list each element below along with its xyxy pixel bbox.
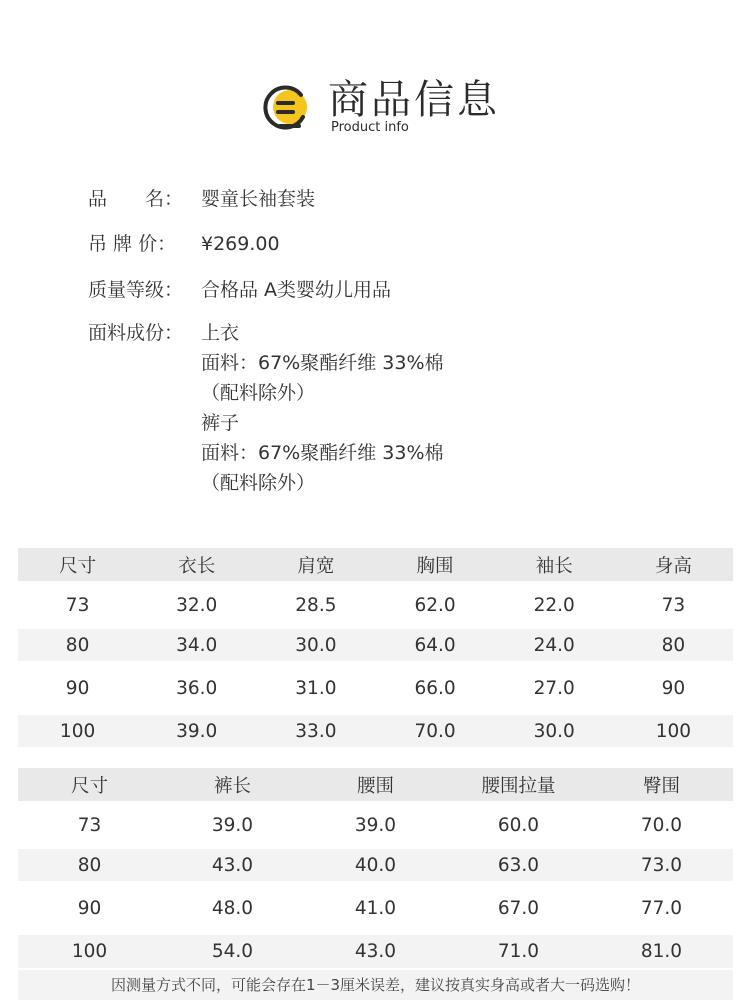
page-subtitle: Product info	[331, 120, 409, 135]
table-cell: 67.0	[497, 897, 540, 919]
table-cell: 34.0	[137, 629, 256, 661]
table-cell: 73	[77, 814, 102, 836]
table-cell: 27.0	[533, 677, 575, 699]
table-cell: 60.0	[497, 814, 540, 836]
table-cell: 70.0	[375, 715, 494, 747]
table-row	[18, 629, 733, 661]
list-bubble-icon	[263, 84, 313, 134]
table-cell: 81.0	[590, 935, 733, 968]
table-cell: 36.0	[176, 677, 218, 699]
table-header-cell: 腰围	[304, 768, 447, 801]
table-header-cell: 袖长	[495, 548, 614, 581]
page-title: 商品信息	[328, 77, 500, 123]
table-cell: 62.0	[414, 594, 456, 616]
table-row	[18, 935, 733, 968]
table-cell: 100	[18, 715, 137, 747]
table-header-cell: 尺寸	[18, 768, 161, 801]
fabric-line: 面料：67%聚酯纤维 33%棉	[201, 442, 444, 464]
fabric-line: 面料：67%聚酯纤维 33%棉	[201, 352, 444, 374]
table-row	[18, 581, 733, 629]
table-cell: 39.0	[137, 715, 256, 747]
table-cell: 70.0	[640, 814, 683, 836]
table-cell: 33.0	[256, 715, 375, 747]
table-cell: 80	[18, 629, 137, 661]
table-cell: 66.0	[414, 677, 456, 699]
table-header-cell: 臀围	[590, 768, 733, 801]
info-value: ¥269.00	[201, 233, 280, 255]
table-header-cell: 腰围拉量	[447, 768, 590, 801]
fabric-line: （配料除外）	[201, 472, 316, 494]
table-cell: 71.0	[447, 935, 590, 968]
fabric-line: （配料除外）	[201, 382, 316, 404]
fabric-line: 裤子	[201, 412, 240, 434]
table-row	[18, 715, 733, 747]
table-cell: 73	[661, 594, 686, 616]
table-row	[18, 801, 733, 849]
table-cell: 39.0	[211, 814, 254, 836]
table-header-cell: 胸围	[375, 548, 494, 581]
table-cell: 40.0	[304, 849, 447, 881]
info-label: 质量等级：	[88, 279, 184, 301]
table-cell: 39.0	[354, 814, 397, 836]
table-cell: 90	[77, 897, 102, 919]
table-cell: 43.0	[304, 935, 447, 968]
measurement-note: 因测量方式不同，可能会存在1－3厘米误差，建议按真实身高或者大一码选购！	[18, 970, 733, 1000]
table-cell: 30.0	[256, 629, 375, 661]
table-header-cell: 尺寸	[18, 548, 137, 581]
info-label: 品 名：	[88, 188, 184, 210]
table-cell: 43.0	[161, 849, 304, 881]
table-cell: 30.0	[495, 715, 614, 747]
table-cell: 32.0	[176, 594, 218, 616]
info-label: 面料成份：	[88, 322, 184, 344]
table-cell: 22.0	[533, 594, 575, 616]
fabric-line: 上衣	[201, 322, 240, 344]
table-cell: 64.0	[375, 629, 494, 661]
table-row	[18, 881, 733, 935]
table-cell: 41.0	[354, 897, 397, 919]
table-cell: 80	[18, 849, 161, 881]
table-cell: 80	[614, 629, 733, 661]
table-cell: 100	[18, 935, 161, 968]
table-cell: 24.0	[495, 629, 614, 661]
table-header-cell: 身高	[614, 548, 733, 581]
info-label: 吊 牌 价：	[88, 233, 177, 255]
table-cell: 31.0	[295, 677, 337, 699]
table-header-cell: 肩宽	[256, 548, 375, 581]
table-cell: 73	[65, 594, 90, 616]
top-size-table	[18, 548, 733, 747]
table-cell: 48.0	[211, 897, 254, 919]
table-header-row	[18, 548, 733, 581]
table-row	[18, 661, 733, 715]
info-value: 婴童长袖套装	[201, 188, 316, 210]
bottom-size-table	[18, 768, 733, 968]
table-cell: 77.0	[640, 897, 683, 919]
table-cell: 73.0	[590, 849, 733, 881]
table-cell: 90	[65, 677, 90, 699]
info-value: 合格品 A类婴幼儿用品	[201, 279, 392, 301]
header	[0, 72, 750, 142]
table-row	[18, 849, 733, 881]
table-cell: 54.0	[161, 935, 304, 968]
table-header-cell: 衣长	[137, 548, 256, 581]
table-cell: 63.0	[447, 849, 590, 881]
table-cell: 90	[661, 677, 686, 699]
table-header-row	[18, 768, 733, 801]
table-header-cell: 裤长	[161, 768, 304, 801]
table-cell: 100	[614, 715, 733, 747]
table-cell: 28.5	[295, 594, 337, 616]
